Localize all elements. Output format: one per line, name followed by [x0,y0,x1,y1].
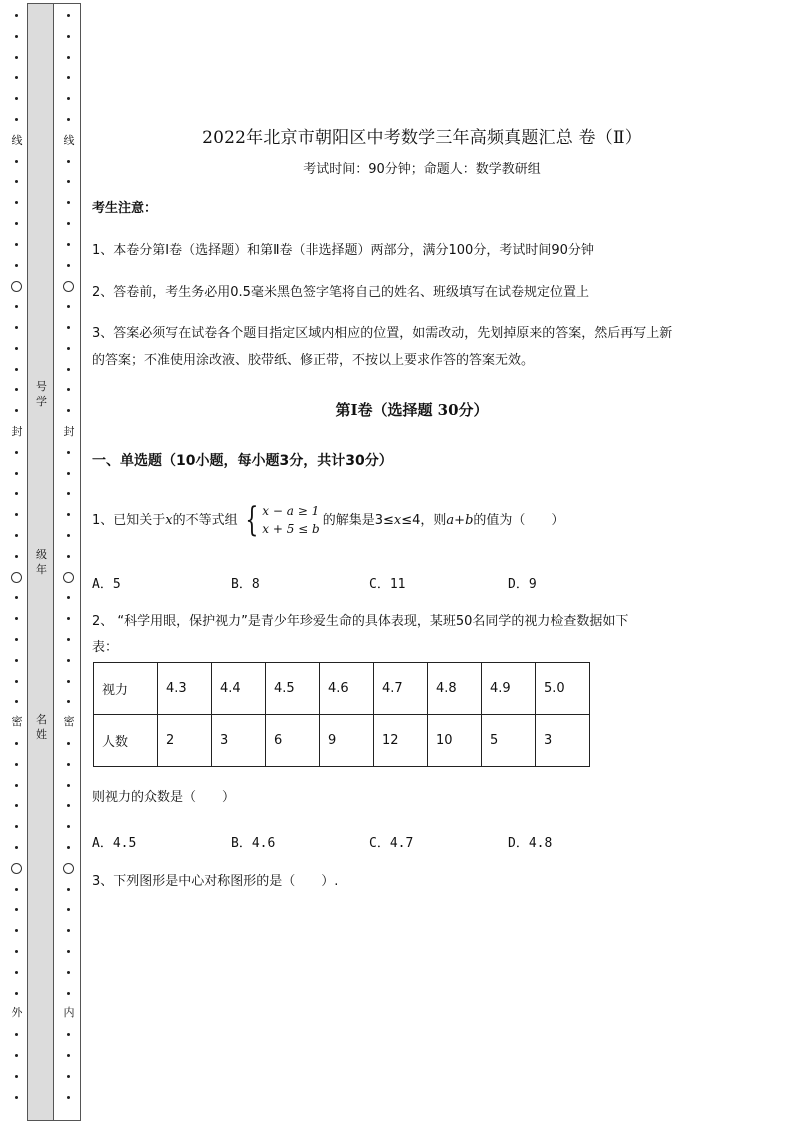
inner-binding-dot [67,784,70,787]
table-row [94,663,590,715]
inner-binding-dot [67,492,70,495]
inner-binding-dot [67,659,70,662]
notice-item-3: 3、答案必须写在试卷各个题目指定区域内相应的位置，如需改动，先划掉原来的答案，然后再写上新 [92,326,673,341]
inner-binding-dot [67,222,70,225]
table-cell: 4.7 [374,663,428,715]
inner-binding-dot [67,1075,70,1078]
outer-binding-dot [15,492,18,495]
q1-prefix: 1、已知关于 [92,512,166,528]
outer-binding-dot [15,680,18,683]
outer-binding-dot [15,451,18,454]
outer-binding-dot [15,264,18,267]
table-cell: 5.0 [536,663,590,715]
outer-binding-dot [15,700,18,703]
vision-data-table [93,662,590,767]
inner-binding-circle-mark [63,281,74,292]
table-cell: 2 [158,715,212,767]
page-title: 2022年北京市朝阳区中考数学三年高频真题汇总 卷（Ⅱ） [202,128,642,148]
ineq-line-1: x − a ≥ 1 [262,504,320,518]
inner-binding-dot [67,617,70,620]
inner-binding-dot [67,180,70,183]
inner-binding-dot [67,56,70,59]
inner-binding-dot [67,14,70,17]
q2-option-a[interactable]: A．4.5 [92,836,137,851]
inner-binding-dot [67,305,70,308]
outer-binding-dot [15,992,18,995]
outer-binding-dot [15,784,18,787]
outer-binding-dot [15,908,18,911]
q1-var-x2: x [393,512,402,528]
inner-binding-dot [67,804,70,807]
inner-binding-dot [67,513,70,516]
table-cell: 10 [428,715,482,767]
inner-binding-mark-text: 线 [63,134,75,147]
q1-option-d[interactable]: D．9 [508,577,537,592]
outer-binding-dot [15,846,18,849]
outer-binding-dot [15,659,18,662]
inner-binding-mark-text: 内 [63,1006,75,1019]
outer-binding-dot [15,305,18,308]
outer-binding-dot [15,347,18,350]
table-cell: 4.8 [428,663,482,715]
student-id-label: 号 学 [36,380,47,408]
inner-binding-dot [67,326,70,329]
outer-binding-dot [15,409,18,412]
inner-binding-dot [67,555,70,558]
inner-binding-circle-mark [63,572,74,583]
outer-binding-dot [15,76,18,79]
outer-binding-mark-text: 线 [11,134,23,147]
inner-binding-dot [67,700,70,703]
inner-binding-dot [67,908,70,911]
outer-binding-dot [15,368,18,371]
inner-binding-dot [67,992,70,995]
outer-binding-dot [15,804,18,807]
inequality-system: { x − a ≥ 1 x + 5 ≤ b [244,500,320,540]
inner-binding-dot [67,368,70,371]
inner-binding-dot [67,264,70,267]
table-cell: 3 [212,715,266,767]
outer-binding-dot [15,1054,18,1057]
inner-binding-dot [67,950,70,953]
outer-binding-dot [15,971,18,974]
question-3: 3、下列图形是中心对称图形的是（ ）. [92,874,339,889]
table-cell: 4.4 [212,663,266,715]
binding-line-inner [60,0,78,1123]
outer-binding-dot [15,763,18,766]
outer-binding-mark-text: 封 [11,425,23,438]
q2-option-b[interactable]: B．4.6 [231,836,276,851]
inner-binding-dot [67,118,70,121]
table-header-cell: 视力 [94,663,158,715]
q1-end: 的值为（ ） [473,512,565,528]
outer-binding-dot [15,388,18,391]
table-cell: 5 [482,715,536,767]
outer-binding-dot [15,243,18,246]
outer-binding-dot [15,950,18,953]
inner-binding-dot [67,825,70,828]
table-cell: 4.3 [158,663,212,715]
table-cell: 6 [266,715,320,767]
table-cell: 3 [536,715,590,767]
page-subtitle: 考试时间：90分钟；命题人：数学教研组 [303,162,541,177]
inner-binding-dot [67,596,70,599]
inner-binding-dot [67,888,70,891]
outer-binding-dot [15,326,18,329]
outer-binding-dot [15,97,18,100]
q1-option-a[interactable]: A．5 [92,577,121,592]
inner-binding-dot [67,160,70,163]
inner-binding-dot [67,451,70,454]
outer-binding-dot [15,825,18,828]
inner-binding-dot [67,763,70,766]
inner-binding-dot [67,201,70,204]
binding-line-outer [8,0,24,1123]
table-cell: 4.9 [482,663,536,715]
table-header-cell: 人数 [94,715,158,767]
inner-binding-mark-text: 密 [63,715,75,728]
inner-binding-circle-mark [63,863,74,874]
inner-binding-dot [67,97,70,100]
inner-binding-dot [67,409,70,412]
table-cell: 12 [374,715,428,767]
question-1 [92,502,747,539]
notice-item-1: 1、本卷分第Ⅰ卷（选择题）和第Ⅱ卷（非选择题）两部分，满分100分，考试时间90分钟 [92,243,594,258]
q2-option-c[interactable]: C．4.7 [369,836,414,851]
outer-binding-dot [15,929,18,932]
outer-binding-dot [15,14,18,17]
outer-binding-dot [15,888,18,891]
inner-binding-dot [67,388,70,391]
outer-binding-dot [15,1096,18,1099]
inner-binding-dot [67,1033,70,1036]
outer-binding-dot [15,534,18,537]
outer-binding-dot [15,638,18,641]
outer-binding-dot [15,596,18,599]
inner-binding-dot [67,534,70,537]
notice-item-3-cont: 的答案；不准使用涂改液、胶带纸、修正带，不按以上要求作答的答案无效。 [92,353,535,368]
outer-binding-dot [15,555,18,558]
table-cell: 9 [320,715,374,767]
outer-binding-dot [15,472,18,475]
outer-binding-dot [15,35,18,38]
q1-option-c[interactable]: C．11 [369,577,406,592]
outer-binding-circle-mark [11,281,22,292]
outer-binding-dot [15,742,18,745]
grade-label: 级 年 [36,548,47,576]
notice-heading: 考生注意： [92,201,158,216]
inner-binding-dot [67,846,70,849]
inner-binding-dot [67,1054,70,1057]
outer-binding-circle-mark [11,863,22,874]
inner-binding-dot [67,638,70,641]
q1-after: 的解集是3≤ [322,512,394,528]
q1-after2: ≤4，则 [401,512,447,528]
q2-option-d[interactable]: D．4.8 [508,836,553,851]
q1-mid: 的不等式组 [172,512,238,528]
q1-var-x: x [165,512,173,528]
question-2-cont: 表： [92,640,119,655]
inner-binding-dot [67,76,70,79]
outer-binding-dot [15,160,18,163]
outer-binding-dot [15,222,18,225]
outer-binding-dot [15,118,18,121]
inner-binding-mark-text: 封 [63,425,75,438]
section-title: 第Ⅰ卷（选择题 30分） [335,401,489,419]
student-info-strip [27,3,54,1121]
outer-binding-dot [15,513,18,516]
name-label: 名 姓 [36,713,47,741]
outer-binding-dot [15,617,18,620]
outer-binding-dot [15,201,18,204]
outer-binding-dot [15,180,18,183]
table-cell: 4.6 [320,663,374,715]
question-2: 2、 “科学用眼，保护视力”是青少年珍爱生命的具体表现，某班50名同学的视力检查数据如下 [92,614,629,629]
question-2-prompt: 则视力的众数是（ ） [92,790,236,805]
outer-binding-circle-mark [11,572,22,583]
outer-binding-mark-text: 外 [11,1006,23,1019]
inner-binding-dot [67,35,70,38]
inner-binding-dot [67,929,70,932]
outer-binding-mark-text: 密 [11,715,23,728]
outer-binding-dot [15,1075,18,1078]
ineq-line-2: x + 5 ≤ b [262,522,320,536]
inner-binding-dot [67,971,70,974]
notice-item-2: 2、答卷前，考生务必用0.5毫米黑色签字笔将自己的姓名、班级填写在试卷规定位置上 [92,285,589,300]
inner-binding-dot [67,680,70,683]
table-cell: 4.5 [266,663,320,715]
q1-ab: a+b [446,512,474,528]
part-title: 一、单选题（10小题，每小题3分，共计30分） [92,453,393,469]
outer-binding-dot [15,1033,18,1036]
inner-binding-dot [67,472,70,475]
outer-binding-dot [15,56,18,59]
table-row [94,715,590,767]
inner-binding-dot [67,742,70,745]
q1-option-b[interactable]: B．8 [231,577,260,592]
inner-binding-dot [67,1096,70,1099]
inner-binding-dot [67,347,70,350]
inner-binding-dot [67,243,70,246]
